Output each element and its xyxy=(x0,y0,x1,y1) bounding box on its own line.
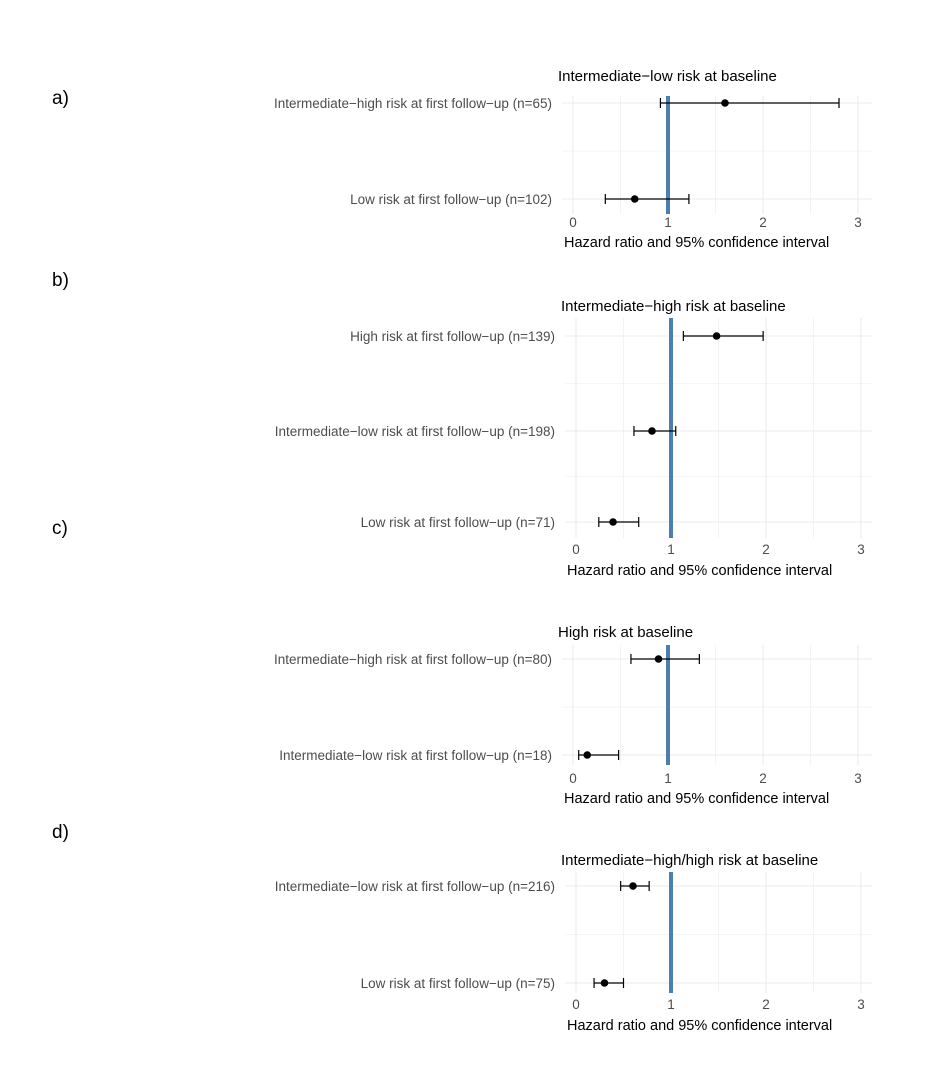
row-label: Intermediate−low risk at first follow−up (n=216) xyxy=(274,879,555,894)
x-tick-label: 2 xyxy=(762,997,770,1012)
x-axis-label: Hazard ratio and 95% confidence interval xyxy=(567,563,833,579)
x-tick-label: 0 xyxy=(569,771,577,786)
x-tick-label: 3 xyxy=(854,771,862,786)
confidence-interval xyxy=(594,978,623,988)
row-label: Intermediate−high risk at first follow−up (n=65) xyxy=(273,96,552,111)
row-label: Low risk at first follow−up (n=71) xyxy=(360,515,555,530)
row-label: Low risk at first follow−up (n=102) xyxy=(350,192,552,207)
x-tick-label: 0 xyxy=(572,542,580,557)
x-tick-label: 0 xyxy=(569,215,577,230)
estimate-point xyxy=(629,882,637,890)
x-tick-label: 2 xyxy=(759,771,767,786)
x-tick-label: 3 xyxy=(857,997,865,1012)
row-label: Intermediate−low risk at first follow−up (n=18) xyxy=(279,748,552,763)
grid-lines xyxy=(565,872,872,993)
panel-letter-a: a) xyxy=(52,88,69,109)
x-tick-label: 3 xyxy=(854,215,862,230)
panel-letter-b: b) xyxy=(52,270,69,291)
x-axis-label: Hazard ratio and 95% confidence interval xyxy=(564,235,830,251)
plot-title: Intermediate−high risk at baseline xyxy=(561,298,786,315)
panel-letter-d: d) xyxy=(52,822,69,843)
row-label: High risk at first follow−up (n=139) xyxy=(350,329,555,344)
x-axis-label: Hazard ratio and 95% confidence interval xyxy=(567,1018,833,1034)
x-tick-label: 1 xyxy=(667,542,675,557)
x-tick-label: 0 xyxy=(572,997,580,1012)
x-tick-label: 2 xyxy=(762,542,770,557)
row-label: Intermediate−high risk at first follow−up (n=80) xyxy=(273,652,552,667)
row-label: Low risk at first follow−up (n=75) xyxy=(360,976,555,991)
plot-title: Intermediate−high/high risk at baseline xyxy=(561,852,819,869)
x-tick-label: 1 xyxy=(667,997,675,1012)
row-label: Intermediate−low risk at first follow−up (n=198) xyxy=(274,424,555,439)
x-tick-label: 1 xyxy=(664,215,672,230)
x-tick-label: 1 xyxy=(664,771,672,786)
plot-title: High risk at baseline xyxy=(558,624,694,641)
x-axis-label: Hazard ratio and 95% confidence interval xyxy=(564,791,830,807)
plot-title: Intermediate−low risk at baseline xyxy=(558,68,777,85)
x-tick-label: 3 xyxy=(857,542,865,557)
panel-letter-c: c) xyxy=(52,518,68,539)
estimate-point xyxy=(601,979,609,987)
x-tick-label: 2 xyxy=(759,215,767,230)
